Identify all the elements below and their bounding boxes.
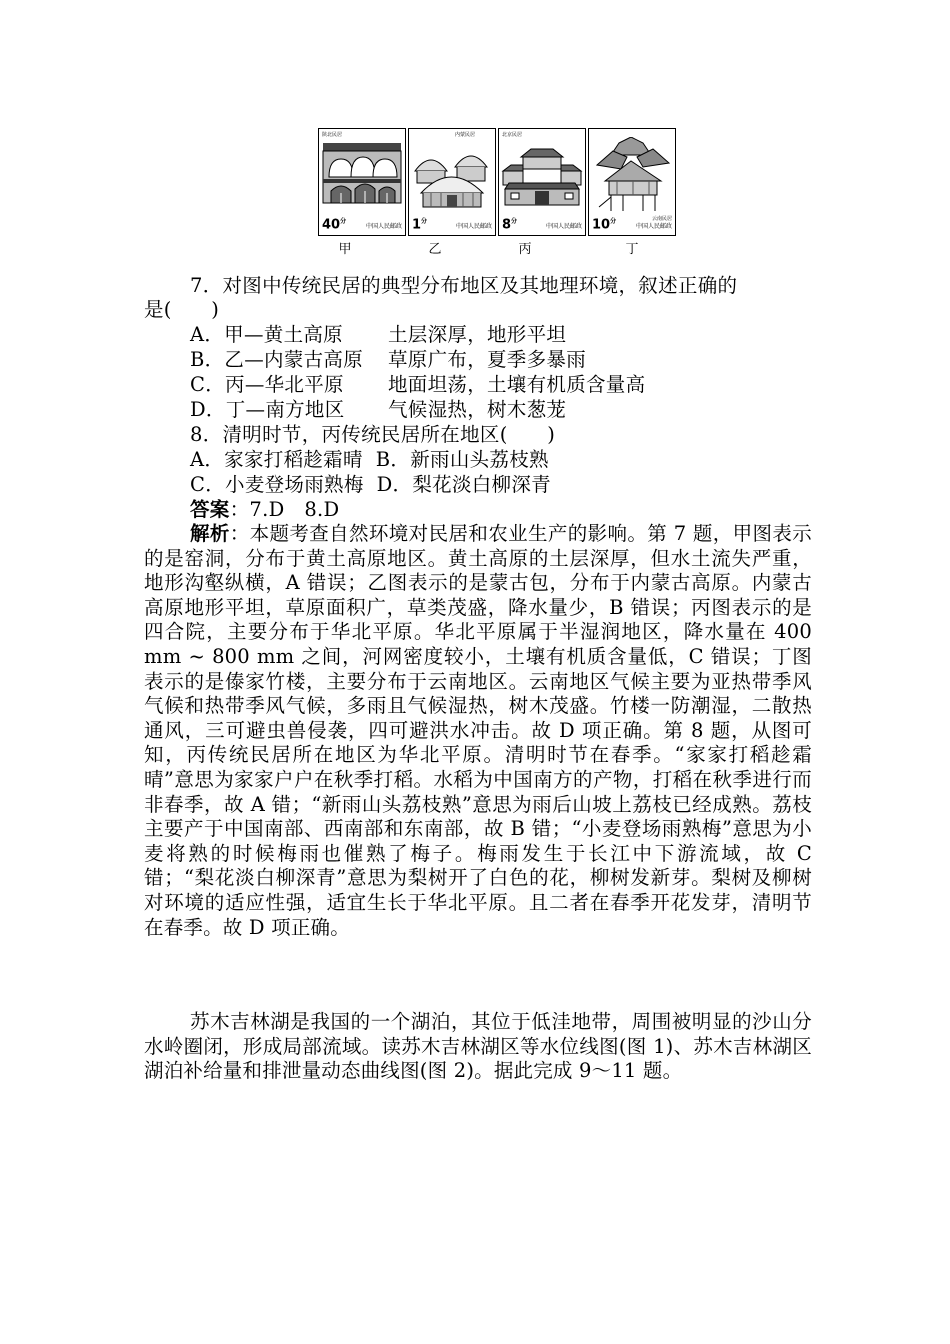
figure-label-ding: 丁 [625, 242, 639, 257]
q7-stem: 7．对图中传统民居的典型分布地区及其地理环境，叙述正确的 [190, 274, 738, 297]
stamp-caption: 内蒙民居 [455, 132, 476, 138]
stamp-denomination: $1^分$ [412, 217, 428, 232]
figure-label-yi: 乙 [428, 242, 442, 257]
courtyard-icon [501, 137, 583, 217]
stamp-denomination: $40^分$ [322, 217, 347, 232]
stamp-caption: 北京民居 [502, 132, 523, 138]
analysis-paragraph: 解析：本题考查自然环境对民居和农业生产的影响。第 7 题，甲图表示的是窑洞，分布于黄土高原地区。黄土高原的土层深厚，但水土流失严重，地形沟壑纵横，A 错误；乙图表示的是蒙古包，分布于内蒙古高原。内蒙古高原地形平坦，草原面积广，草类茂盛，降水量少，B 错误；丙图表示的是四合院，主要分布于华北平原。华北平原属于半湿润地区，降水量在 400 mm ~ 800 mm 之间，河网密度较小，土壤有机质含量低，C 错误；丁图表示的是傣家竹楼，主要分布于云南地区。云南地区气候主要为亚热带季风气候和热带季风气候，多雨且气候湿热，树木茂盛。竹楼一防潮湿，二散热通风，三可避虫兽侵袭，四可避洪水冲击。故 D 项正确。第 8 题，从图可知，丙传统民居所在地区为华北平原。清明时节在春季。“家家打稻趁霜晴”意思为家家户户在秋季打稻。水稻为中国南方的产物，打稻在秋季进行而非春季，故 A 错；“新雨山头荔枝熟”意思为雨后山坡上荔枝已经成熟。荔枝主要产于中国南部、西南部和东南部，故 B 错；“小麦登场雨熟梅”意思为小麦将熟的时候梅雨也催熟了梅子。梅雨发生于长江中下游流域，故 C 错；“梨花淡白柳深青”意思为梨树开了白色的花，柳树发新芽。梨树及柳树对环境的适应性强，适宜生长于华北平原。且二者在春季开花发芽，清明节在春季。故 D 项正确。 [144, 522, 812, 939]
stamp-post-text: 中国人民邮政 [365, 223, 402, 230]
stamp-post-text: 中国人民邮政 [635, 223, 672, 230]
stamp-post-text: 中国人民邮政 [545, 223, 582, 230]
stamp-denomination: $10^分$ [592, 217, 617, 232]
q7-option-d: D．丁—南方地区 气候湿热，树木葱茏 [190, 398, 567, 421]
stamp-jia [318, 128, 406, 236]
stamp-post-text: 中国人民邮政 [455, 223, 492, 230]
stamp-ding [588, 128, 676, 236]
q7-option-a: A．甲—黄土高原 土层深厚，地形平坦 [190, 323, 567, 346]
bamboo-house-icon [591, 137, 673, 217]
q8-options-row2: C．小麦登场雨熟梅 D．梨花淡白柳深青 [190, 473, 551, 496]
q8-options-row1: A．家家打稻趁霜晴 B．新雨山头荔枝熟 [190, 448, 549, 471]
q7-option-c: C．丙—华北平原 地面坦荡，土壤有机质含量高 [190, 373, 646, 396]
stamp-figure [318, 128, 680, 236]
answer-line: 答案：7.D 8.D [190, 498, 340, 521]
q8-stem: 8．清明时节，丙传统民居所在地区( ) [190, 423, 556, 446]
stamp-denomination: $8^分$ [502, 217, 518, 232]
figure-label-bing: 丙 [518, 242, 532, 257]
cave-dwelling-icon [321, 137, 403, 217]
q7-option-b: B．乙—内蒙古高原 草原广布，夏季多暴雨 [190, 348, 587, 371]
intro-paragraph: 苏木吉林湖是我国的一个湖泊，其位于低洼地带，周围被明显的沙山分水岭圈闭，形成局部流域。读苏木吉林湖区等水位线图(图 1)、苏木吉林湖区湖泊补给量和排泄量动态曲线图(图 2)。据此完成 9～11 题。 [144, 1010, 812, 1083]
figure-label-jia: 甲 [338, 242, 352, 257]
yurt-icon [411, 137, 493, 217]
q7-stem-cont: 是( ) [144, 298, 220, 321]
stamp-caption: 云南民居 [651, 216, 672, 222]
stamp-bing [498, 128, 586, 236]
stamp-yi [408, 128, 496, 236]
stamp-caption: 陕北民居 [322, 132, 343, 138]
